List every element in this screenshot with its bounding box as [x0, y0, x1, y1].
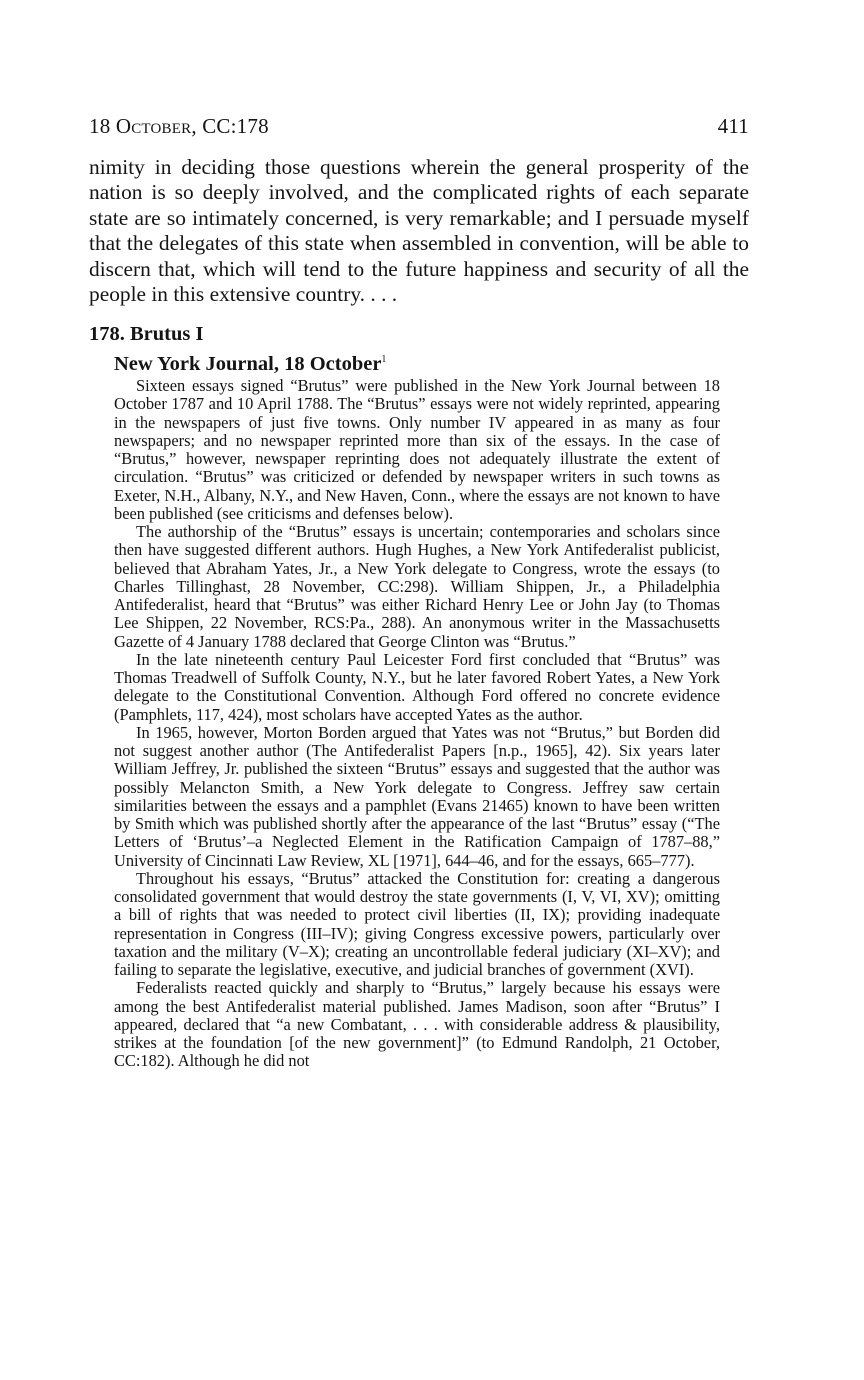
- document-heading: [89, 322, 386, 377]
- headnote-paragraph-3: In the late nineteenth century Paul Leicester Ford first concluded that “Brutus” was Thomas Treadwell of Suffolk County, N.Y., but he later favored Robert Yates, a New York delegate to the Constitutional Convention. Although Ford offered no concrete evidence (Pamphlets, 117, 424), most scholars have accepted Yates as the author.: [114, 649, 720, 724]
- footnote-marker: 1: [381, 354, 387, 365]
- continuation-paragraph: nimity in deciding those questions wherein the general prosperity of the nation is so deeply involved, and the complicated rights of each separate state are so intimately concerned, is very remarkable; and I persuade myself that the delegates of this state when assembled in convention, will be able to discern that, which will tend to the future happiness and security of all the people in this extensive country. . . .: [89, 155, 749, 307]
- headnote-paragraph-1: Sixteen essays signed “Brutus” were published in the New York Journal between 18 October 1787 and 10 April 1788. The “Brutus” essays were not widely reprinted, appearing in the newspapers of just five towns. Only number IV appeared in as many as four newspapers; and no newspaper reprinted more than six of the essays. In the case of “Brutus,” however, newspaper reprinting does not adequately illustrate the extent of circulation. “Brutus” was criticized or defended by newspaper writers in such towns as Exeter, N.H., Albany, N.Y., and New Haven, Conn., where the essays are not known to have been published (see criticisms and defenses below).: [114, 376, 720, 523]
- headnote: [114, 377, 720, 1071]
- running-head: [89, 114, 749, 139]
- running-head-left: 18 October, CC:178: [89, 114, 269, 138]
- document-title: 178. Brutus I: [89, 323, 204, 345]
- headnote-paragraph-2: The authorship of the “Brutus” essays is uncertain; contemporaries and scholars since then have suggested different authors. Hugh Hughes, a New York Antifederalist publicist, believed that Abraham Yates, Jr., a New York delegate to Congress, wrote the essays (to Charles Tillinghast, 28 November, CC:298). William Shippen, Jr., a Philadelphia Antifederalist, heard that “Brutus” was either Richard Henry Lee or John Jay (to Thomas Lee Shippen, 22 November, RCS:Pa., 288). An anonymous writer in the Massachusetts Gazette of 4 January 1788 declared that George Clinton was “Brutus.”: [114, 522, 720, 651]
- page-number: 411: [717, 114, 749, 138]
- headnote-paragraph-5: Throughout his essays, “Brutus” attacked the Constitution for: creating a dangerous consolidated government that would destroy the state governments (I, V, VI, XV); omitting a bill of rights that was needed to protect civil liberties (II, IX); providing inadequate representation in Congress (III–IV); giving Congress excessive powers, particularly over taxation and the military (V–X); creating an uncontrollable federal judiciary (XI–XV); and failing to separate the legislative, executive, and judicial branches of government (XVI).: [114, 868, 720, 979]
- running-head-month: October: [115, 114, 192, 138]
- document-source: New York Journal, 18 October$^1$: [114, 352, 387, 375]
- headnote-paragraph-4: In 1965, however, Morton Borden argued that Yates was not “Brutus,” but Borden did not suggest another author (The Antifederalist Papers [n.p., 1965], 42). Six years later William Jeffrey, Jr. published the sixteen “Brutus” essays and suggested that the author was possibly Melancton Smith, a New York delegate to Congress. Jeffrey saw certain similarities between the essays and a pamphlet (Evans 21465) known to have been written by Smith which was published shortly after the appearance of the last “Brutus” essay (“The Letters of ‘Brutus’–a Neglected Element in the Ratification Campaign of 1787–88,” University of Cincinnati Law Review, XL [1971], 644–46, and for the essays, 665–777).: [114, 722, 720, 870]
- headnote-paragraph-6: Federalists reacted quickly and sharply to “Brutus,” largely because his essays were among the best Antifederalist material published. James Madison, soon after “Brutus” I appeared, declared that “a new Combatant, . . . with considerable address & plausibility, strikes at the foundation [of the new government]” (to Edmund Randolph, 21 October, CC:182). Although he did not: [114, 978, 720, 1071]
